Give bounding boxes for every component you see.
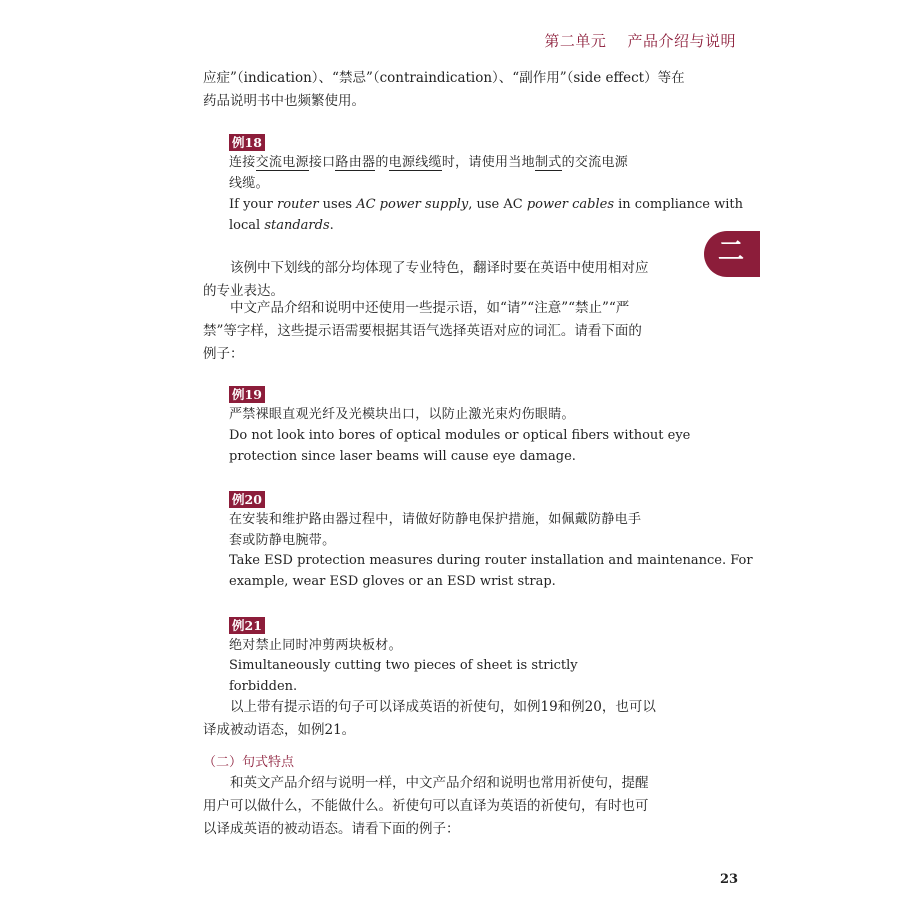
paragraph-5-line-3: 以译成英语的被动语态。请看下面的例子：: [203, 821, 460, 837]
paragraph-4-line-2: 译成被动语态，如例21。: [203, 722, 356, 738]
paragraph-3-line-3: 例子：: [203, 346, 244, 362]
text-run: If your: [229, 197, 277, 212]
text-run: local: [229, 218, 265, 233]
paragraph-2-line-1: 该例中下划线的部分均体现了专业特色，翻译时要在英语中使用相对应: [230, 260, 649, 276]
intro-paragraph: [203, 67, 685, 113]
text-run: 的交流电源: [561, 155, 629, 170]
example-18-chinese-line-2: 线缆。: [229, 176, 269, 191]
section-subheading: （二）句式特点: [203, 755, 295, 770]
paragraph-3-line-2: 禁”等字样，这些提示语需要根据其语气选择英语对应的词汇。请看下面的: [203, 323, 642, 339]
header-unit: 第二单元: [544, 32, 607, 50]
text-run: in compliance with: [614, 197, 743, 212]
example-20-english: [229, 550, 753, 592]
running-header: [544, 30, 736, 51]
italic-term: power cables: [526, 197, 615, 212]
text-run: 连接: [229, 155, 256, 170]
example-20-english-line-1: Take ESD protection measures during router installation and maintenance. For: [229, 553, 753, 568]
text-run: 的: [375, 155, 389, 170]
intro-line-1: 应症”（indication）、“禁忌”（contraindication）、“副作用”（side effect）等在: [203, 70, 685, 86]
example-18-label: 例18: [229, 134, 265, 151]
underlined-term: 交流电源: [255, 155, 309, 170]
example-20-chinese-line-2: 套或防静电腕带。: [229, 533, 336, 548]
page-number: 23: [720, 872, 739, 887]
text-run: uses: [318, 197, 357, 212]
example-19-english-line-1: Do not look into bores of optical modules or optical fibers without eye: [229, 428, 691, 443]
paragraph-2-line-2: 的专业表达。: [203, 283, 284, 299]
example-20-label: 例20: [229, 491, 265, 508]
example-18-chinese: [229, 152, 649, 194]
italic-term: standards: [264, 218, 330, 233]
paragraph-3: [203, 297, 648, 366]
example-20-chinese: [229, 509, 649, 551]
example-18-english-line-1: [229, 194, 743, 215]
example-21-english: Simultaneously cutting two pieces of sheet is strictly forbidden.: [229, 658, 578, 694]
underlined-term: 电源线缆: [388, 155, 442, 170]
italic-term: router: [276, 197, 319, 212]
underlined-term: 制式: [534, 155, 562, 170]
intro-line-2: 药品说明书中也频繁使用。: [203, 93, 365, 109]
paragraph-4: [203, 696, 656, 742]
text-run: 时，请使用当地: [441, 155, 535, 170]
example-20-english-line-2: example, wear ESD gloves or an ESD wrist strap.: [229, 574, 556, 589]
example-19-label: 例19: [229, 386, 265, 403]
text-run: , use AC: [468, 197, 527, 212]
example-18-english: [229, 194, 743, 236]
example-18-chinese-line-1: [229, 152, 649, 173]
example-18-english-line-2: [229, 215, 649, 236]
chapter-side-tab: [704, 231, 760, 277]
text-run: .: [329, 218, 334, 233]
example-19-english-line-2: protection since laser beams will cause eye damage.: [229, 449, 576, 464]
underlined-term: 路由器: [335, 155, 376, 170]
chapter-side-tab-label: 二: [718, 237, 745, 267]
header-title: 产品介绍与说明: [627, 32, 736, 50]
example-20-chinese-line-1: 在安装和维护路由器过程中，请做好防静电保护措施，如佩戴防静电手: [229, 512, 642, 527]
example-19-english: [229, 425, 691, 467]
paragraph-3-line-1: 中文产品介绍和说明中还使用一些提示语，如“请”“注意”“禁止”“严: [230, 300, 630, 316]
example-21-label: 例21: [229, 617, 265, 634]
paragraph-5-line-1: 和英文产品介绍与说明一样，中文产品介绍和说明也常用祈使句，提醒: [230, 775, 649, 791]
paragraph-4-line-1: 以上带有提示语的句子可以译成英语的祈使句，如例19和例20，也可以: [230, 699, 656, 715]
example-19-chinese: 严禁裸眼直观光纤及光模块出口，以防止激光束灼伤眼睛。: [229, 407, 575, 422]
italic-term: AC power supply: [356, 197, 469, 212]
example-21-chinese: 绝对禁止同时冲剪两块板材。: [229, 638, 402, 653]
text-run: 接口: [308, 155, 336, 170]
paragraph-5-line-2: 用户可以做什么，不能做什么。祈使句可以直译为英语的祈使句，有时也可: [203, 798, 649, 814]
paragraph-5: [203, 772, 648, 841]
